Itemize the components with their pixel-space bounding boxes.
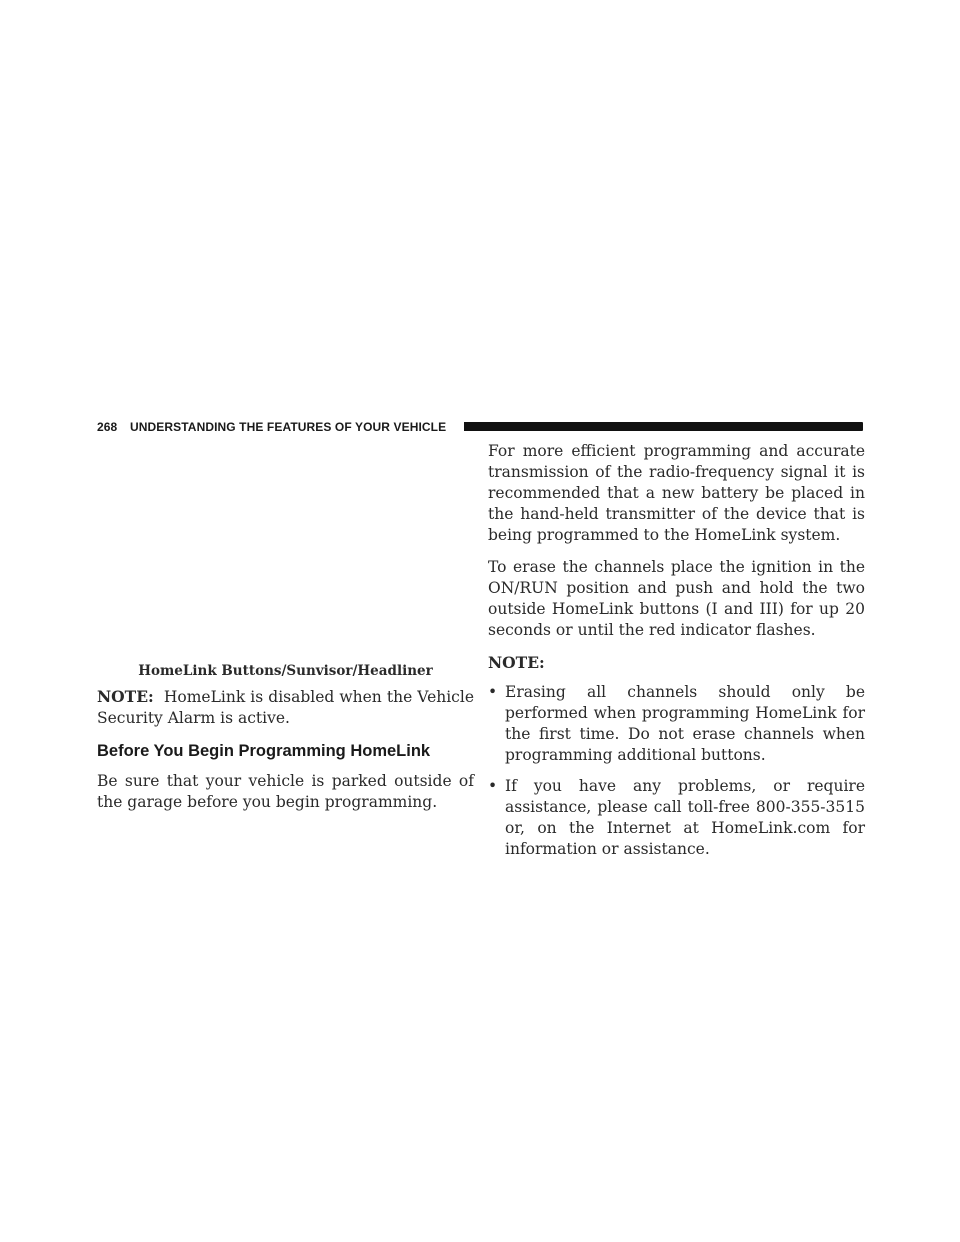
header-rule [464,422,863,431]
section-title: UNDERSTANDING THE FEATURES OF YOUR VEHICLE [130,420,447,434]
page-header [97,419,863,435]
erase-paragraph: To erase the channels place the ignition in the ON/RUN position and push and hold the two outside HomeLink buttons (I and III) for up 20 seconds or until the red indicator flashes. [488,558,865,639]
list-item [488,682,865,766]
figure-area [97,440,474,662]
figure-caption: HomeLink Buttons/Sunvisor/Headliner [138,663,433,679]
note-label: NOTE: [97,687,154,706]
note-bullet-list [488,682,865,860]
bullet-text: Erasing all channels should only be performed when programming HomeLink for the first time. Do not erase channels when programming additional buttons. [505,683,865,764]
bullet-icon: • [488,683,498,701]
battery-paragraph: For more efficient programming and accurate transmission of the radio-frequency signal it is recommended that a new battery be placed in the hand-held transmitter of the device that is being programmed to the HomeLink system. [488,442,865,544]
note-paragraph [97,686,474,729]
right-column [488,441,865,870]
bullet-icon: • [488,777,498,795]
left-column [97,440,474,813]
bullet-text: If you have any problems, or require assistance, please call toll-free 800-355-3515 or, on the Internet at HomeLink.com for information or assistance. [505,777,865,858]
body-paragraph: Be sure that your vehicle is parked outside of the garage before you begin programming. [97,772,474,811]
note-heading: NOTE: [488,653,545,672]
list-item [488,776,865,860]
section-heading: Before You Begin Programming HomeLink [97,742,431,760]
page-number: 268 [97,420,118,434]
note-text: HomeLink is disabled when the Vehicle Security Alarm is active. [97,688,474,727]
